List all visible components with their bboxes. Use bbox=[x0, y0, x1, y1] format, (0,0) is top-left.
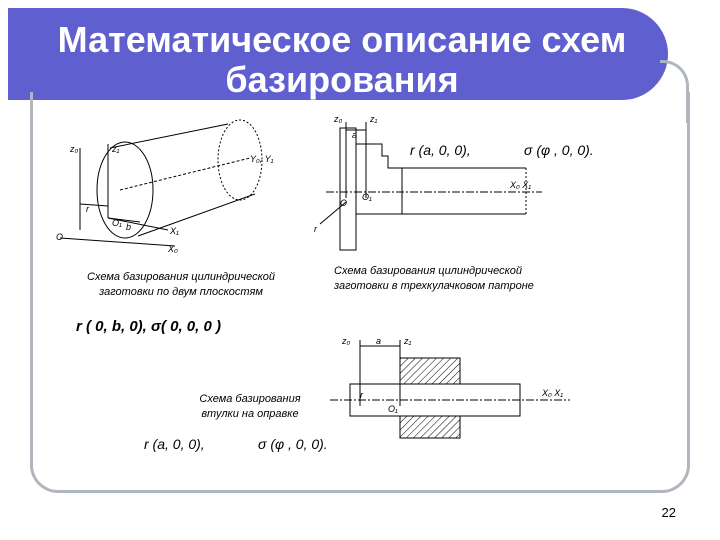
label-a: a bbox=[352, 130, 358, 140]
cylinder-left-end bbox=[97, 142, 153, 238]
label-z1: z₁ bbox=[112, 144, 120, 154]
cylinder-diagram bbox=[50, 118, 290, 258]
mandrel-diagram bbox=[330, 330, 580, 440]
label-r: r bbox=[360, 390, 363, 400]
label-r: r bbox=[314, 224, 317, 234]
label-z1: z₁ bbox=[370, 114, 378, 124]
label-x: X₀ X₁ bbox=[510, 180, 532, 190]
label-x: X₀ X₁ bbox=[542, 388, 564, 398]
label-z0: z₀ bbox=[342, 336, 351, 346]
label-x0: X₀ bbox=[168, 244, 178, 254]
formula-mandrel-r: r (a, 0, 0), bbox=[144, 436, 205, 452]
label-o: O bbox=[56, 232, 64, 242]
caption-mandrel: Схема базирования втулки на оправке bbox=[199, 393, 301, 420]
label-r: r bbox=[86, 204, 89, 214]
formula-mandrel-sigma: σ (φ , 0, 0). bbox=[258, 436, 328, 452]
caption-chuck: Схема базирования цилиндрической заготовки в трехкулачковом патроне bbox=[334, 265, 534, 292]
formula-cylinder: r ( 0, b, 0), σ( 0, 0, 0 ) bbox=[76, 318, 221, 335]
jaw-profile bbox=[356, 144, 402, 214]
bushing-bottom bbox=[400, 416, 460, 438]
label-o1: O₁ bbox=[388, 404, 398, 414]
slide-title: Математическое описание схем базирования bbox=[57, 19, 627, 100]
label-y: Y₀, Y₁ bbox=[250, 154, 274, 164]
label-x1: X₁ bbox=[170, 226, 179, 236]
label-z0: z₀ bbox=[70, 144, 79, 154]
bushing-top bbox=[400, 358, 460, 384]
axis-x0 bbox=[60, 238, 175, 246]
page-number: 22 bbox=[661, 505, 676, 520]
label-b: b bbox=[126, 222, 132, 232]
label-o1: O₁ bbox=[362, 192, 372, 202]
title-bar bbox=[8, 8, 668, 100]
chuck-diagram bbox=[306, 108, 546, 258]
label-z0: z₀ bbox=[334, 114, 343, 124]
label-z1: z₁ bbox=[404, 336, 412, 346]
chuck-body bbox=[340, 128, 356, 250]
formula-chuck-sigma: σ (φ , 0, 0). bbox=[524, 142, 594, 158]
label-o: O bbox=[340, 198, 348, 208]
label-a: a bbox=[376, 336, 382, 346]
formula-chuck-r: r (a, 0, 0), bbox=[410, 142, 471, 158]
caption-cylinder: Схема базирования цилиндрической заготовки по двум плоскостям bbox=[87, 271, 275, 298]
label-o1: O₁ bbox=[112, 218, 122, 228]
